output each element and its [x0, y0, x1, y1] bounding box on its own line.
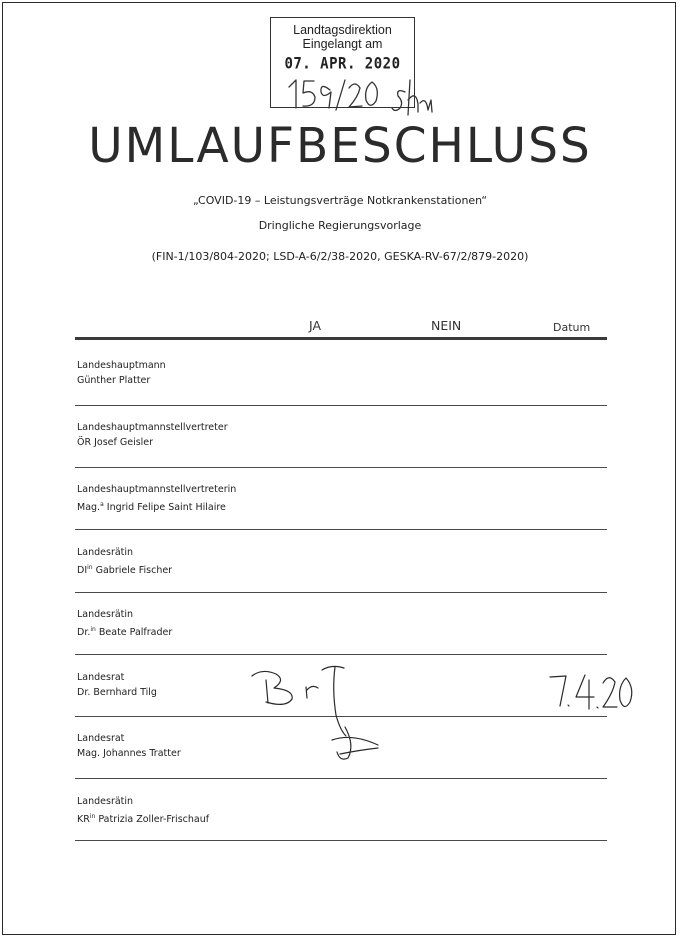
member-name: Mag. Johannes Tratter — [77, 748, 181, 759]
member-role: Landeshauptmannstellvertreter — [77, 422, 228, 433]
header-rule — [75, 337, 607, 340]
member-name: Dr.$^{in}$ Beate Palfrader — [77, 626, 173, 639]
member-row — [77, 794, 209, 827]
row-divider — [75, 840, 607, 841]
member-role: Landesrat — [77, 672, 125, 683]
row-divider — [75, 592, 607, 593]
member-role: Landeshauptmann — [77, 360, 166, 371]
member-role: Landeshauptmannstellvertreterin — [77, 484, 237, 495]
stamp-office: Landtagsdirektion — [293, 23, 392, 37]
column-yes: JA — [309, 318, 322, 333]
member-row — [77, 420, 228, 450]
member-row — [77, 731, 181, 761]
member-role: Landesrätin — [77, 547, 134, 558]
member-name: ÖR Josef Geisler — [77, 437, 154, 448]
member-row — [77, 482, 236, 515]
row-divider — [75, 716, 607, 717]
document-title: UMLAUFBESCHLUSS — [88, 118, 592, 174]
received-stamp — [270, 17, 415, 108]
member-row — [77, 670, 157, 700]
row-divider — [75, 778, 607, 779]
member-name: Günther Platter — [77, 375, 151, 386]
member-row — [77, 545, 172, 578]
stamp-date: 07. APR. 2020 — [284, 54, 401, 74]
member-name: Dr. Bernhard Tilg — [77, 687, 157, 698]
row-divider — [75, 467, 607, 468]
member-name: Mag.$^a$ Ingrid Felipe Saint Hilaire — [77, 501, 226, 514]
member-role: Landesrätin — [77, 796, 134, 807]
member-name: $DI^{in}$ Gabriele Fischer — [77, 564, 173, 577]
member-role: Landesrätin — [77, 609, 134, 620]
column-date: Datum — [553, 321, 591, 334]
stamp-received-label: Eingelangt am — [302, 37, 383, 51]
member-name: $KR^{in}$ Patrizia Zoller-Frischauf — [77, 813, 210, 826]
document-type: Dringliche Regierungsvorlage — [258, 219, 422, 232]
member-role: Landesrat — [77, 733, 125, 744]
reference-numbers: (FIN-1/103/804-2020; LSD-A-6/2/38-2020, GESKA-RV-67/2/879-2020) — [151, 250, 529, 263]
subject-line: „COVID-19 – Leistungsverträge Notkrankenstationen“ — [192, 194, 488, 207]
member-row — [77, 607, 172, 640]
row-divider — [75, 405, 607, 406]
member-row — [77, 358, 166, 388]
row-divider — [75, 529, 607, 530]
column-no: NEIN — [431, 318, 462, 333]
row-divider — [75, 654, 607, 655]
